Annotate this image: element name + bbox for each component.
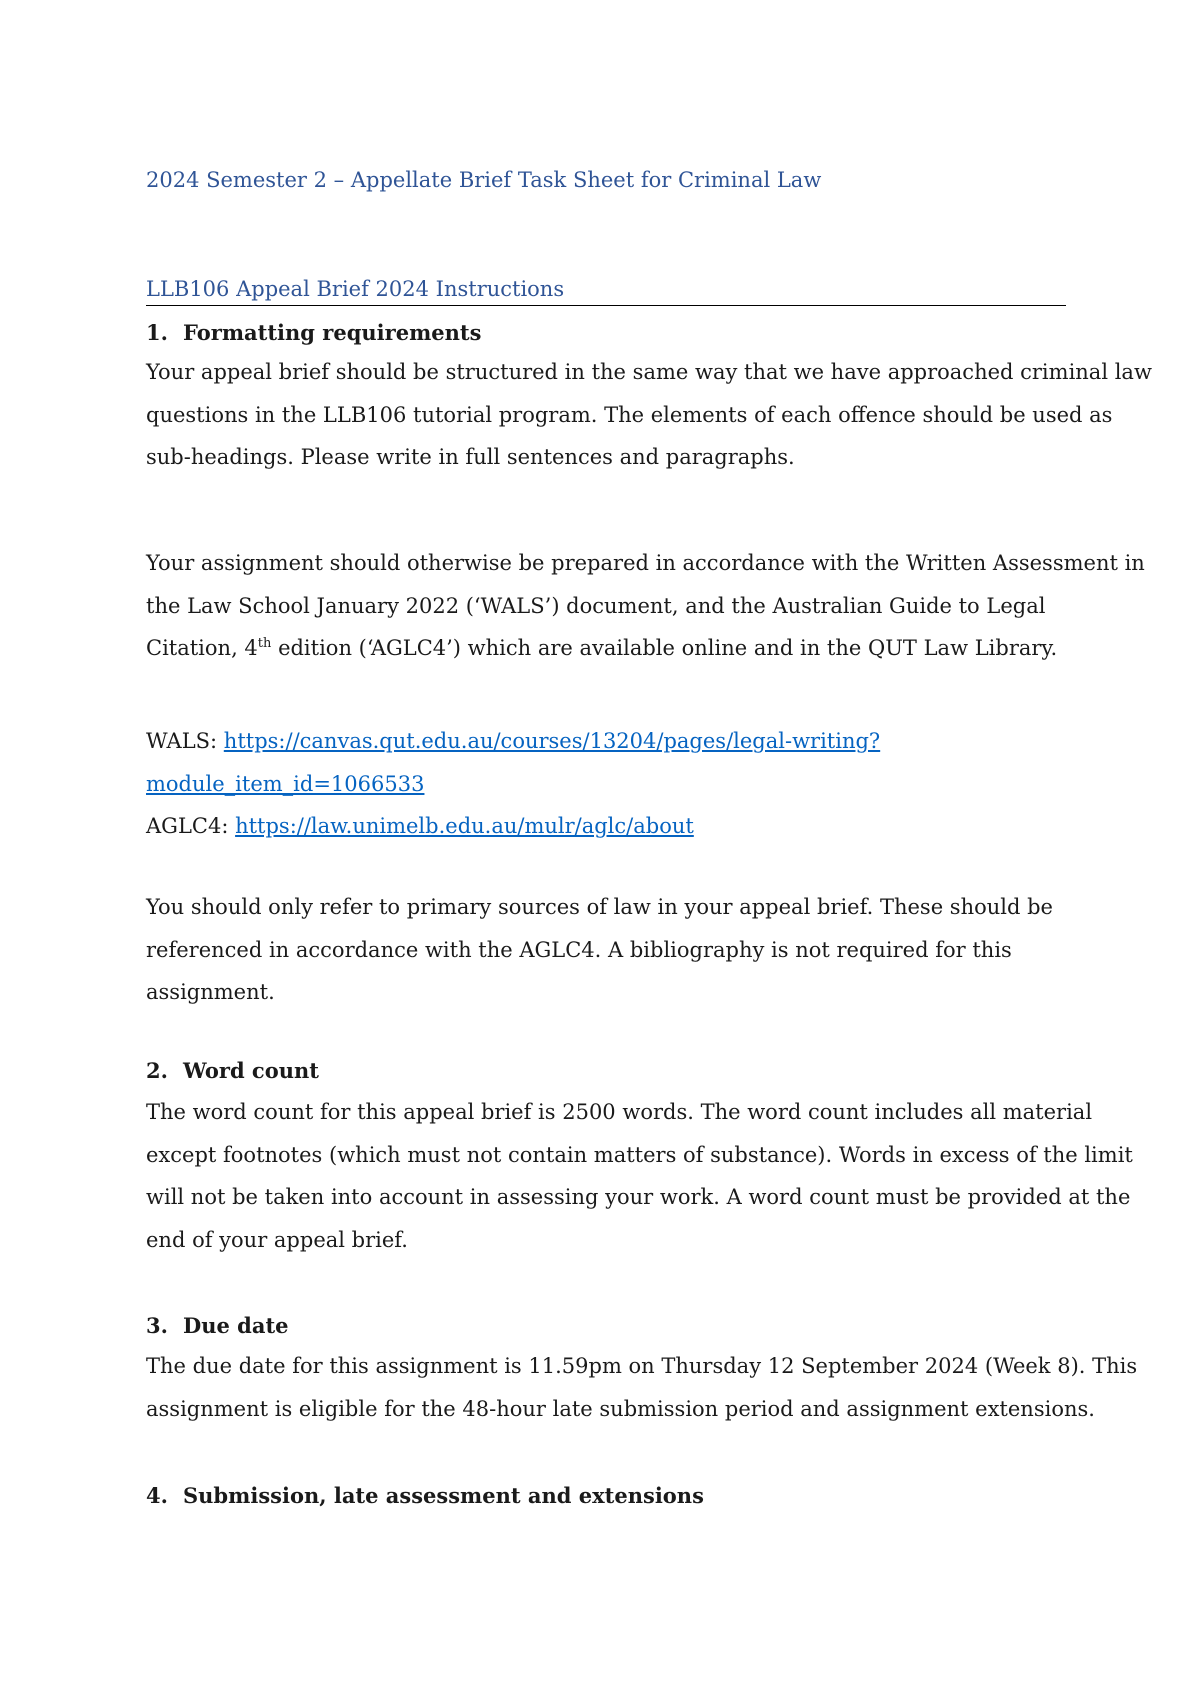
section-title: Due date [183,1313,289,1338]
text-line: sub-headings. Please write in full sentences and paragraphs. [146,445,795,469]
section-heading-formatting [146,320,481,345]
text-fragment: edition (‘AGLC4’) which are available online and in the QUT Law Library. [271,636,1058,660]
paragraph-due-date [146,1345,1138,1430]
text-line: The word count for this appeal brief is 2500 words. The word count includes all material [146,1100,1093,1124]
paragraph-formatting-wals [146,542,1145,670]
text-line: referenced in accordance with the AGLC4. A bibliography is not required for this [146,937,1012,962]
text-line: except footnotes (which must not contain matters of substance). Words in excess of the limit [146,1142,1133,1167]
wals-link[interactable]: https://canvas.qut.edu.au/courses/13204/pages/legal-writing? [223,729,881,753]
paragraph-primary-sources [146,886,1071,1014]
text-line: the Law School January 2022 (‘WALS’) document, and the Australian Guide to Legal [146,593,1046,618]
paragraph-word-count [146,1091,1133,1261]
section-title: Word count [183,1058,319,1083]
text-line: Your appeal brief should be structured in the same way that we have approached criminal law [146,360,1152,384]
section-heading-due-date [146,1313,289,1338]
section-number: 3. [146,1313,168,1338]
section-title: Formatting requirements [183,320,482,345]
aglc-link-line [146,805,1071,848]
wals-link-line [146,720,1071,763]
paragraph-formatting-structure [146,351,1152,479]
text-line: The due date for this assignment is 11.59pm on Thursday 12 September 2024 (Week 8). This [146,1354,1138,1378]
wals-label: WALS: [146,729,224,753]
section-heading-submission [146,1483,704,1508]
section-heading-word-count [146,1058,319,1083]
text-line: end of your appeal brief. [146,1227,408,1252]
section-title: Submission, late assessment and extensions [183,1483,704,1508]
text-line: will not be taken into account in assessing your work. A word count must be provided at the [146,1185,1131,1209]
text-line: You should only refer to primary sources of law in your appeal brief. These should be [146,895,1053,919]
text-line: assignment is eligible for the 48-hour late submission period and assignment extensions. [146,1396,1095,1421]
section-number: 1. [146,320,168,345]
text-line: Your assignment should otherwise be prepared in accordance with the Written Assessment in [146,551,1145,575]
text-fragment: Citation, 4 [146,636,258,660]
superscript-th: th [257,636,272,651]
reference-links [146,720,1071,848]
text-line: assignment. [146,980,275,1004]
text-line: questions in the LLB106 tutorial program. The elements of each offence should be used as [146,402,1113,427]
aglc-link[interactable]: https://law.unimelb.edu.au/mulr/aglc/about [235,814,694,838]
wals-link-continuation[interactable]: module_item_id=1066533 [146,771,425,796]
document-title: 2024 Semester 2 – Appellate Brief Task Sheet for Criminal Law [146,168,822,192]
wals-link-line-cont [146,763,1071,806]
section-number: 4. [146,1483,168,1508]
text-line [146,627,1071,670]
document-subtitle: LLB106 Appeal Brief 2024 Instructions [146,276,1066,306]
section-number: 2. [146,1058,168,1083]
aglc-label: AGLC4: [146,814,236,838]
